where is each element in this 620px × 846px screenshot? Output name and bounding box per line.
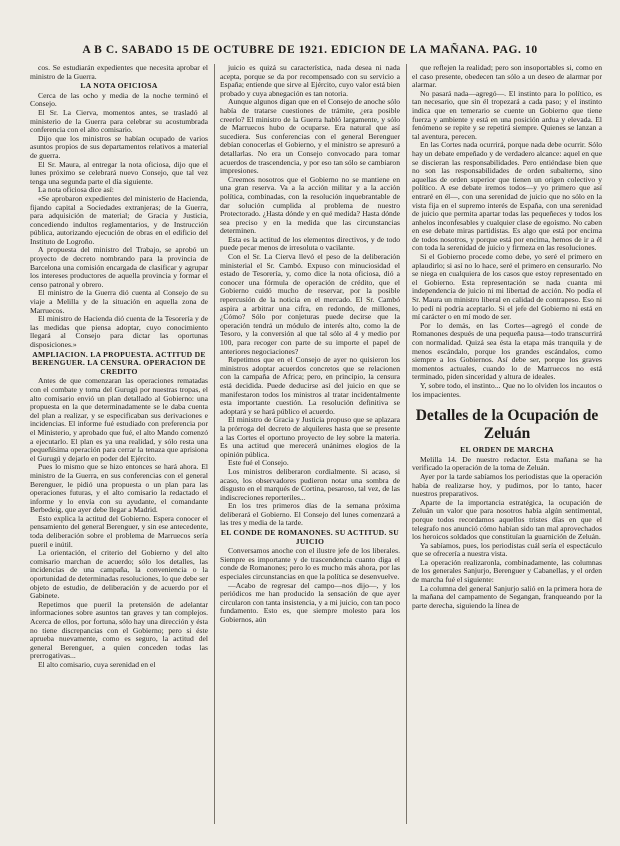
page-header: A B C. SABADO 15 DE OCTUBRE DE 1921. EDICION DE LA MAÑANA. PAG. 10 — [82, 44, 538, 56]
paragraph: El Sr. La Cierva, momentos antes, se trasladó al ministerio de la Guerra para celebrar su acostumbrada conferencia con el alto comisario. — [30, 107, 208, 135]
paragraph: —Acabo de regresar del campo—nos dijo—, y los periódicos me han producido la sensación de que ayer circularon con tanta insistencia, y a mi juicio, con tan poco fundamento. Esto es, que siempre molesto para los Gobiernos, aún — [220, 580, 400, 624]
paragraph: No pasará nada—agregó—. El instinto para lo político, es tan necesario, que sin él tropezará a cada paso; y el instinto indica que en temerario se cuente un Gobierno que tiene fuerza y ambiente y está en una posición ardua y elevada. El fenómeno se repite y se repetirá siempre. Quienes se lanzan a tal aventura, perecen. — [412, 88, 602, 141]
paragraph: Si el Gobierno procede como debe, yo seré el primero en aplaudirlo; si así no lo hace, seré el primero en censurarlo. No se niega en cualquiera de los casos que estoy representado en el Gobierno. Esta representación se nada cuanta mi independencia de juicio ni mi libertad de acción. No podía el Sr. Maura un ministro liberal en calidad de contrapeso. Eso ni lo pedí ni podría aceptarlo. Si el jefe del Gobierno ni está en mí carácter o en mí modo de ser. — [412, 252, 602, 322]
paragraph: Cerca de las ocho y media de la noche terminó el Consejo. — [30, 90, 208, 109]
columns-container — [30, 64, 602, 824]
paragraph: Repetimos que en el Consejo de ayer no quisieron los ministros adoptar acuerdos concretos que se relacionen con la campaña de Africa; pero, en principio, la censura está decidida. Puede deducirse así del juicio en que se manifestaron todos los ministros al tratar incidentalmente esta importante cuestión. La resolución definitiva se adoptará y se hará público el acuerdo. — [220, 355, 400, 416]
paragraph: La columna del general Sanjurjo salió en la primera hora de la mañana del campamento de Segangan, franqueando por la parte derecha, siguiendo la línea de — [412, 583, 602, 610]
paragraph: Ayer por la tarde sabíamos los periodistas que la operación había de realizarse hoy, y pudimos, por lo tanto, hacer nuestros preparativos. — [412, 471, 602, 499]
paragraph: Con el Sr. La Cierva llevó el peso de la deliberación ministerial el Sr. Cambó. Expuso con minuciosidad el estado de Tesorería, y, como dice la nota oficiosa, dió a conocer una fórmula de operación de crédito, que el Gobierno cuidó mucho de reservar, por la posible repercusión de la noticia en el mercado. El Sr. Cambó aspira a arbitrar una cifra, en redondo, de millones, ¿Cómo? Sólo por conjeturas puede decirse que la operación tendrá un módulo de interés alto, como la de Tesoro, y la conversión al que tal sólo al 4 y medio por 100, para recoger con parte de su importe el papel de anteriores negociaciones? — [220, 252, 400, 356]
column-divider — [214, 64, 215, 824]
column-3 — [412, 64, 602, 824]
paragraph: El ministro de la Guerra dió cuenta al Consejo de su viaje a Melilla y de la situación en aquella zona de Marruecos. — [30, 288, 208, 315]
section-heading: EL ORDEN DE MARCHA — [460, 445, 554, 455]
paragraph: El ministro de Hacienda dió cuenta de la Tesorería y de las medidas que piensa adoptar, cuyo conocimiento llegará al Consejo para dictar las oportunas disposiciones.» — [30, 314, 208, 349]
paragraph: Esta es la actitud de los elementos directivos, y de todo puede pecar menos de irresoluta o vacilante. — [220, 234, 400, 253]
paragraph: Pues lo mismo que se hizo entonces se hará ahora. El ministro de la Guerra, en sus conferencias con el general Berenguer, le pidió una propuesta o un plan para las operaciones futuras, y el alto comisario la redactado el informe y lo envía con su ayudante, el comandante Berbedeig, que ayer debe llegar a Madrid. — [30, 462, 208, 515]
paragraph: En las Cortes nada ocurrirá, porque nada debe ocurrir. Sólo hay un debate empeñado y de verdadero alcance: aquel en que se discieran las responsabilidades. Pero entiéndase bien que no son las responsabilidades de orden subalterno, sino aquellas de orden superior que tienen un origen colectivo y político. A ese debate iremos todos—y yo primero que así entraré en él—, con una serenidad de juicio que no sólo en la vista fija en el supremo interés de España, con una serenidad de juicio que permita apartar todas las pequeñeces y todos los anhelos inconfesables y cualquier clase de egoísmo. No caben en ese debate miras partidistas. Es algo que está por encima de todos nosotros, y porque está por encima, hemos de ir a él con toda la serenidad de juicio y firmeza en las resoluciones. — [412, 140, 602, 253]
paragraph: La nota oficiosa dice así: — [38, 185, 114, 195]
paragraph: cos. Se estudiarán expedientes que necesita aprobar el ministro de la Guerra. — [30, 64, 208, 81]
column-1 — [30, 64, 208, 824]
column-divider — [406, 64, 407, 824]
column-2 — [220, 64, 400, 824]
article-headline: Detalles de la Ocupación de Zeluán — [415, 407, 599, 443]
paragraph: Creemos nosotros que el Gobierno no se mantiene en una gran reserva. Va a la acción militar y a la acción política, combinadas, con la resolución inquebrantable de dar solución cumplida al problema de nuestro Protectorado. ¿Hasta dónde y en qué medida? Hasta dónde sea preciso y en la medida que las circunstancias determinen. — [220, 174, 400, 236]
paragraph: Por lo demás, en las Cortes—agregó el conde de Romanones después de una pequeña pausa—todo transcurrirá con normalidad. Quizá sea ésta la etapa más tranquila y de menos escándalo, porque los grandes escándalos, como siempre a los Gobiernos. Así debe ser, porque los graves momentos actuales, cuando lo de Marruecos no está terminado, piden sinceridad y altura de ideales. — [412, 320, 602, 382]
paragraph: Y, sobre todo, el instinto... Que no lo olviden los incautos o los impacientes. — [412, 380, 602, 399]
paragraph: En los tres primeros días de la semana próxima deliberará el Gobierno. El Consejo del lunes comenzará a las tres y media de la tarde. — [220, 501, 400, 528]
paragraph: Repetimos que pueril la pretensión de adelantar informaciones sobre asuntos tan graves y tan complejos. Acerca de ellos, por fortuna, sólo hay una dirección y ésta no tiene discrepancias con el Gobierno; pero si éste aprueba nuevamente, como es seguro, la actitud del general Berenguer, a quien conceden todas las prerrogativas... — [30, 599, 208, 661]
paragraph: Conversamos anoche con el ilustre jefe de los liberales. Siempre es importante y de trascendencia cuanto diga el conde de Romanones; pero lo es mucho más ahora, por las especiales circunstancias en que la política se desenvuelve. — [220, 546, 400, 582]
paragraph: El alto comisario, cuya serenidad en el — [38, 659, 156, 669]
paragraph: Aparte de la importancia estratégica, la ocupación de Zeluán un valor que para nosotros había algún sentimental, porque todos recordamos aquellos tristes días en que el telegrafo nos anunció cómo habían sido tan mal aprovechados los heroicos soldados que constituían la guarnición de Zeluán. — [412, 497, 602, 542]
paragraph: que reflejen la realidad; pero son insoportables si, como en el caso presente, obedecen tan sólo a un deseo de alarmar por alarmar. — [412, 64, 602, 90]
paragraph: Aunque algunos digan que en el Consejo de anoche sólo había de tratarse cuestiones de trámite, ¿era posible creerlo? El ministro de la Guerra habló largamente, y sólo de Marruecos hubo de ocuparse. Era natural que así sucediera. Sus conferencias con el general Berenguer debían conocerlas el Gobierno, y el ministro se apresuró a detallarlas. No era un Consejo convocado para tomar acuerdos de trascendencia, y por eso tan sólo se cambiaron impresiones. — [220, 97, 400, 176]
paragraph: A propuesta del ministro del Trabajo, se aprobó un proyecto de decreto nombrando para la provincia de Barcelona una comisión encargada de clasificar y agrupar los intereses productores de aquella provincia y formar el censo patronal y obrero. — [30, 245, 208, 289]
paragraph: El Sr. Maura, al entregar la nota oficiosa, dijo que el lunes próximo se celebrará nuevo Consejo, que tal vez tenga una segunda parte el día siguiente. — [30, 159, 208, 186]
paragraph: Dijo que los ministros se habían ocupado de varios asuntos propios de sus departamentos relativos a material de guerra. — [30, 133, 208, 160]
section-heading: LA NOTA OFICIOSA — [80, 81, 158, 91]
paragraph: juicio es quizá su característica, nada desea ni nada acepta, porque se da por recompensado con su servicio a España; entiende que sirve al Ejército, cuyo valor está bien probado y cuya abnegación es tan notoria. — [220, 64, 400, 98]
paragraph: Esto explica la actitud del Gobierno. Espera conocer el pensamiento del general Berenguer, y sin ese antecedente, toda deliberación sobre el problema de Marruecos sería pueril e inútil. — [30, 513, 208, 549]
paragraph: Este fué el Consejo. — [228, 458, 289, 468]
paragraph: La orientación, el criterio del Gobierno y del alto comisario marchan de acuerdo; sólo los detalles, las incidencias de una campaña, la conveniencia o la oportunidad de determinadas resoluciones, lo que debe ser objeto de estudio, de deliberación y de acuerdo por el Gabinete. — [30, 548, 208, 601]
paragraph: Ya sabíamos, pues, los periodistas cuál sería el espectáculo que se ofrecería a nuestra vista. — [412, 540, 602, 559]
paragraph: La operación realizaronla, combinadamente, las columnas de los generales Sanjurjo, Berenguer y Cabanellas, y el orden de marcha fué el siguiente: — [412, 557, 602, 585]
section-heading: EL CONDE DE ROMANONES. SU ACTITUD. SU JUICIO — [220, 528, 400, 546]
paragraph: «Se aprobaron expedientes del ministerio de Hacienda, fijando capital a Sociedades extranjeras; de la Guerra, para adquisición de material; de Gracia y Justicia, concediendo indultos reglamentarios, y de Instrucción pública, autorizando ejecución de obras en el edificio del Instituto de Logroño. — [30, 193, 208, 246]
paragraph: Melilla 14. De nuestro redactor. Esta mañana se ha verificado la operación de la toma de Zeluán. — [412, 454, 602, 473]
paragraph: Los ministros deliberaron cordialmente. Si acaso, si acaso, los observadores pudieron notar una sombra de disgusto en el marqués de Cortina, pesaroso, tal vez, de las indiscreciones reporteriles... — [220, 466, 400, 502]
section-heading: AMPLIACION. LA PROPUESTA. ACTITUD DE BERENGUER. LA CENSURA. OPERACION DE CREDITO — [32, 349, 206, 376]
paragraph: El ministro de Gracia y Justicia propuso que se aplazara la prórroga del decreto de alquileres hasta que se presente a las Cortes el oportuno proyecto de ley sobre la materia. Es una actitud que merecerá unánimes elogios de la opinión pública. — [220, 415, 400, 459]
paragraph: Antes de que comenzaran las operaciones rematadas con el combate y toma del Gurugú por nuestras tropas, el alto comisario envió un plan detallado al Gobierno: una propuesta en la que determinadamente se le daba cuenta del plan a realizar, y se especificaban sus derivaciones e incidencias. El informe fué estudiado con preferencia por el Ministerio, y aprobado que fué, el alto Mando comenzó a ejecutarlo. El plan es ya una realidad, y sólo resta una pequeñísima operación para cerrar la tenaza que aprisiona el Gurugú y dejarlo en poder del Ejército. — [30, 376, 208, 463]
